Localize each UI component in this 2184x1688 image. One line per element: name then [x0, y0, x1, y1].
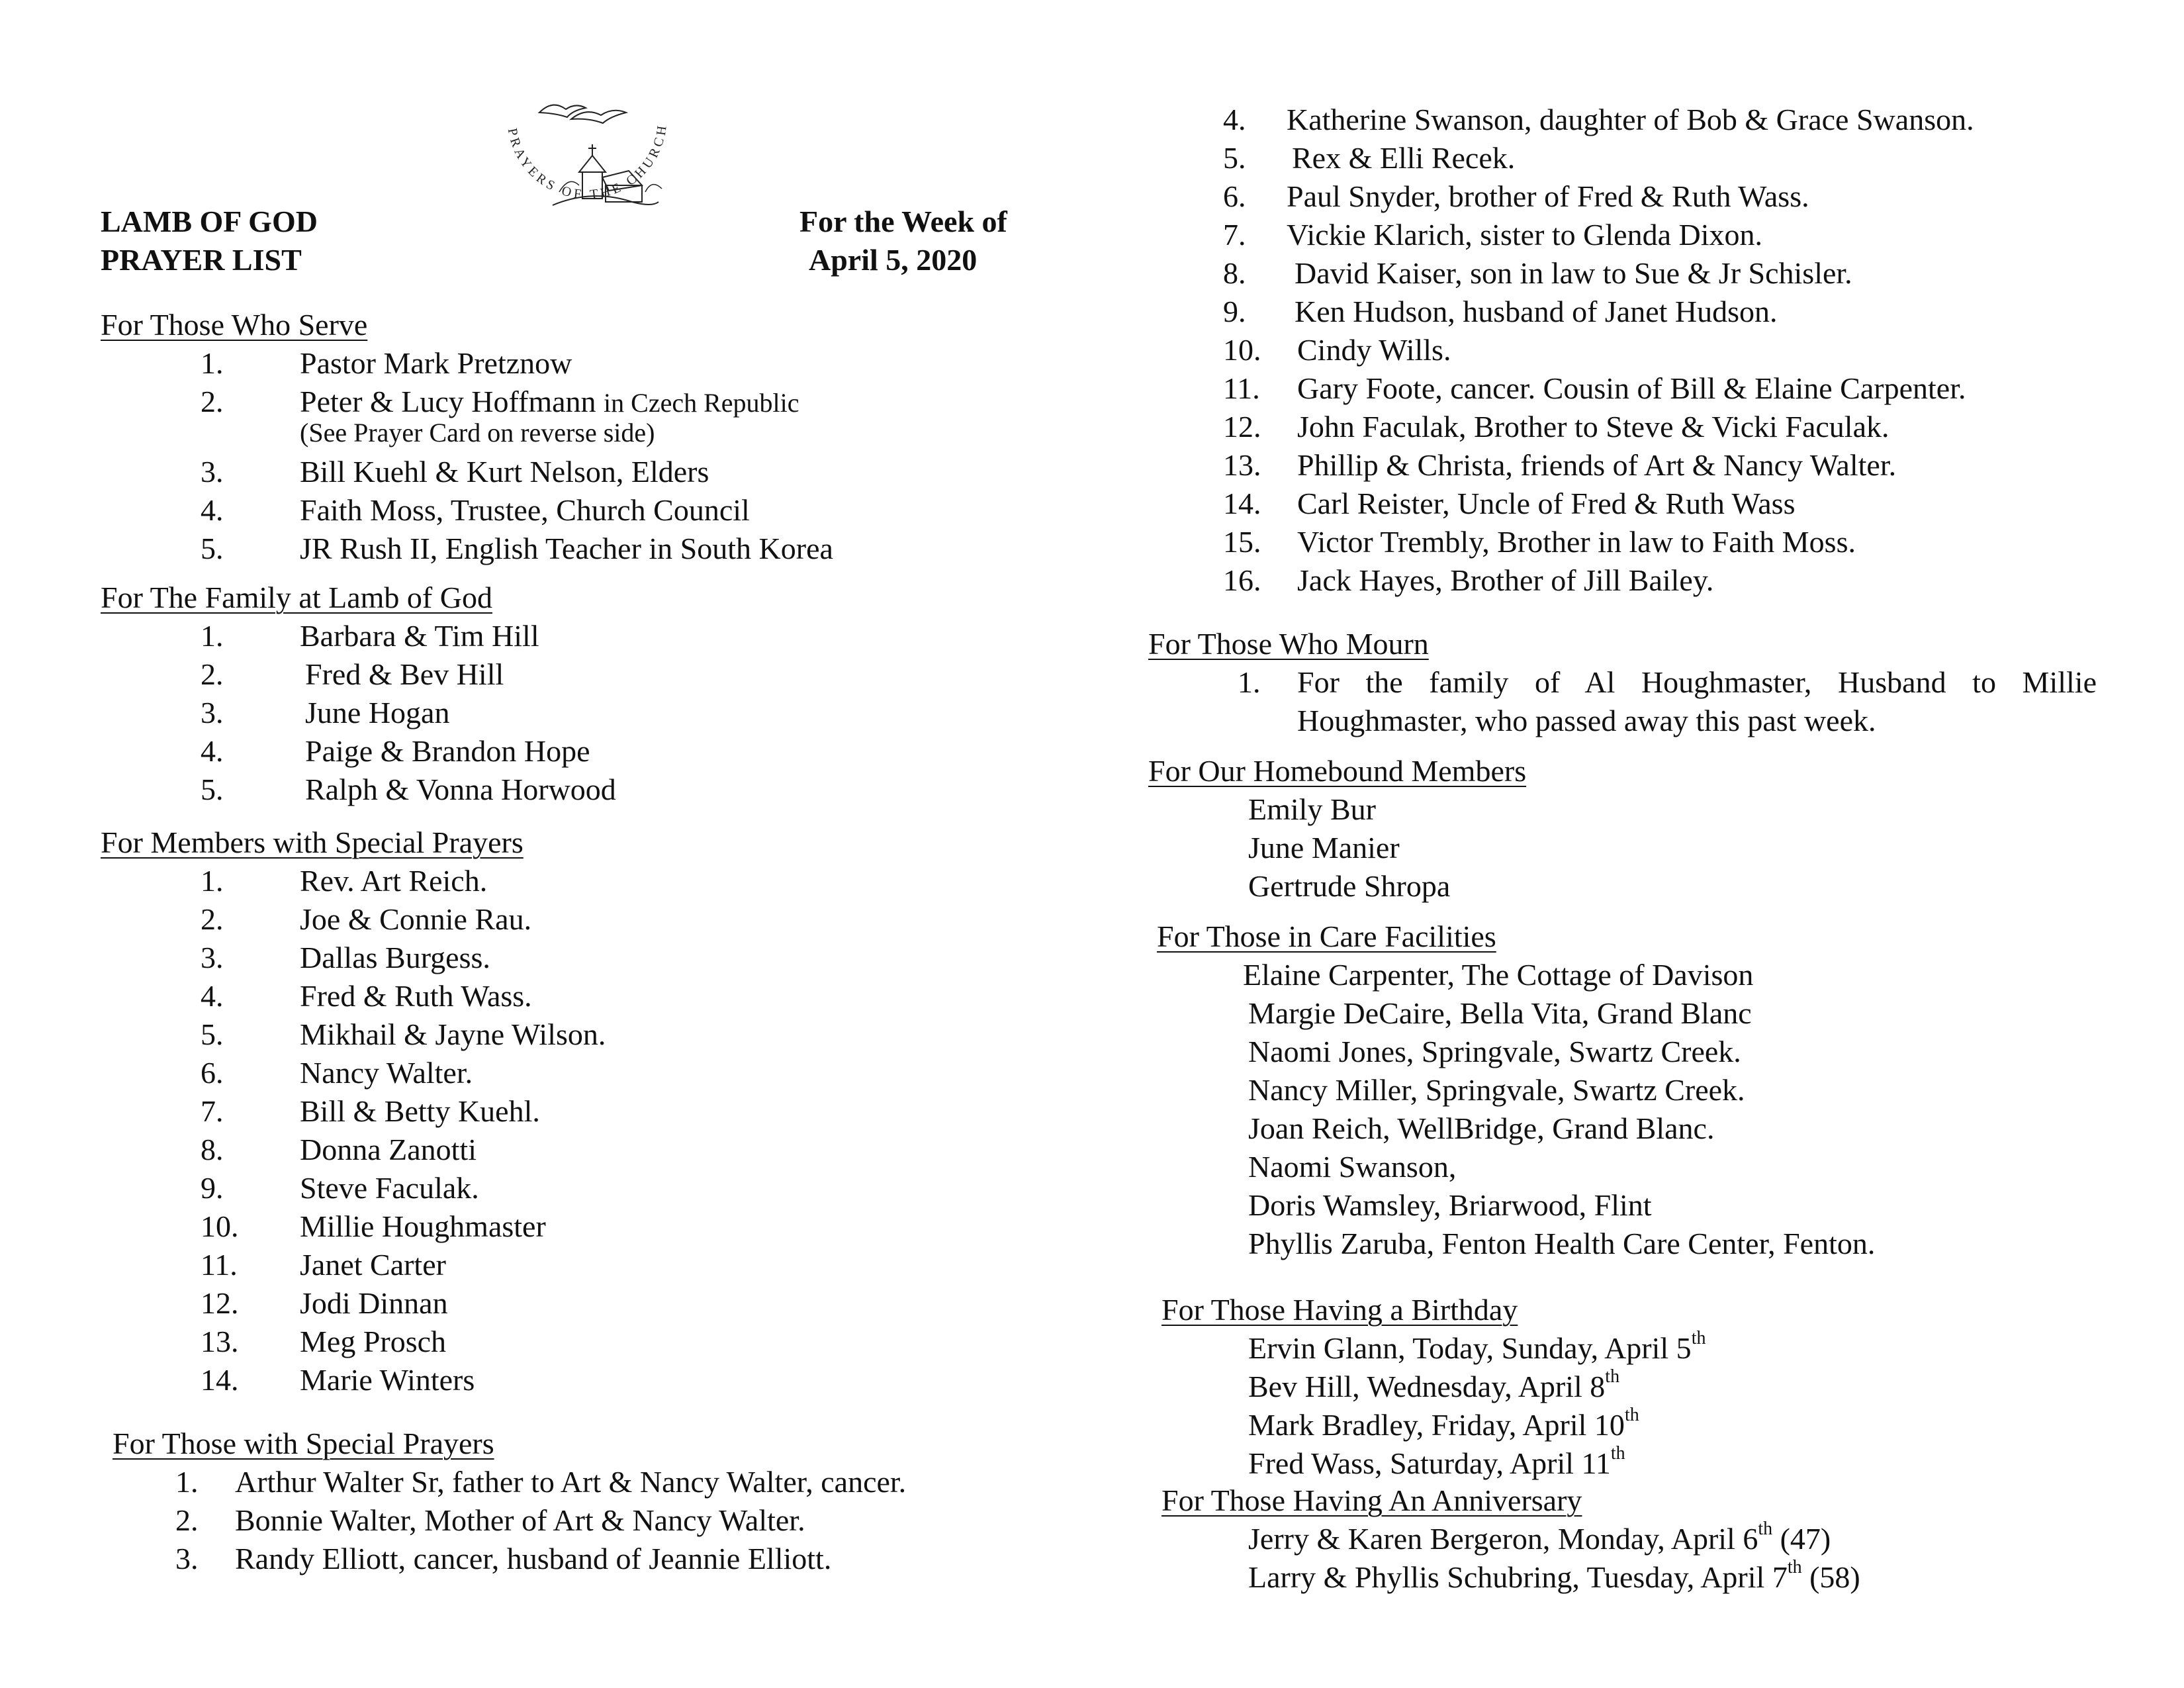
item-text: Phillip & Christa, friends of Art & Nancy Walter.: [1297, 448, 1897, 482]
item-number: 10.: [201, 1209, 239, 1243]
list-item: [201, 736, 995, 774]
list-item: [201, 621, 995, 659]
item-number: 2.: [201, 385, 224, 418]
item-number: 5.: [201, 532, 224, 565]
section-heading-birthday: For Those Having a Birthday: [1161, 1293, 1518, 1327]
item-number: 1.: [1238, 665, 1261, 699]
item-text: June Hogan: [305, 696, 450, 729]
list-item: [1223, 450, 2136, 489]
item-text: Naomi Jones, Springvale, Swartz Creek.: [1248, 1035, 1741, 1068]
list-item: [201, 866, 995, 904]
list-item: [1248, 1443, 2142, 1487]
item-text: Peter & Lucy Hoffmann: [300, 385, 596, 418]
item-number: 5.: [1223, 141, 1246, 175]
those-special-list-part1: [175, 1467, 1036, 1582]
item-text: Barbara & Tim Hill: [300, 619, 539, 653]
list-item: [201, 457, 995, 495]
item-text: Ken Hudson, husband of Janet Hudson.: [1295, 295, 1778, 328]
item-number: 1.: [175, 1465, 199, 1499]
prayers-of-the-church-logo: [493, 93, 682, 232]
item-text: Katherine Swanson, daughter of Bob & Grace Swanson.: [1287, 103, 1974, 136]
item-number: 14.: [201, 1363, 239, 1397]
item-number: 3.: [175, 1542, 199, 1575]
item-text: Dallas Burgess.: [300, 941, 490, 974]
logo-arc-text: PRAYERS OF THE CHURCH: [504, 121, 670, 203]
item-number: 4.: [201, 979, 224, 1013]
section-heading-serve: For Those Who Serve: [101, 308, 368, 342]
list-item: [201, 943, 995, 981]
item-text: Bill Kuehl & Kurt Nelson, Elders: [300, 455, 709, 489]
item-number: 9.: [201, 1171, 224, 1205]
list-item: [201, 774, 995, 813]
list-item: [201, 1365, 995, 1403]
item-text: JR Rush II, English Teacher in South Korea: [300, 532, 833, 565]
list-item: [201, 904, 995, 943]
item-text: Gary Foote, cancer. Cousin of Bill & Elaine Carpenter.: [1297, 371, 1966, 405]
item-text: Gertrude Shropa: [1248, 869, 1451, 903]
item-number: 8.: [1223, 256, 1246, 290]
item-number: 5.: [201, 1017, 224, 1051]
item-number: 3.: [201, 455, 224, 489]
item-text: John Faculak, Brother to Steve & Vicki Faculak.: [1297, 410, 1889, 444]
list-item: [201, 1135, 995, 1173]
list-item: [201, 348, 995, 387]
list-item-note: [201, 420, 995, 457]
list-item: [201, 1058, 995, 1096]
list-item: [1223, 143, 2136, 181]
item-text: Rev. Art Reich.: [300, 864, 488, 898]
item-text: Victor Trembly, Brother in law to Faith Moss.: [1297, 525, 1856, 559]
item-text: Marie Winters: [300, 1363, 475, 1397]
list-item: [1223, 335, 2136, 373]
item-text: Jerry & Karen Bergeron, Monday, April 6th (47): [1248, 1519, 1831, 1556]
item-text: Fred Wass, Saturday, April 11th: [1248, 1443, 1625, 1480]
list-item: [1243, 1113, 2136, 1152]
section-heading-members-special: For Members with Special Prayers: [101, 825, 523, 859]
list-item: [1223, 527, 2136, 565]
list-item: [1243, 1037, 2136, 1075]
list-item: [175, 1544, 1036, 1582]
list-item: [175, 1505, 1036, 1544]
item-text: Naomi Swanson,: [1248, 1150, 1457, 1184]
item-number: 1.: [201, 619, 224, 653]
item-text: Rex & Elli Recek.: [1292, 141, 1516, 175]
item-number: 9.: [1223, 295, 1246, 328]
item-text: Houghmaster, who passed away this past week.: [1297, 704, 1876, 737]
item-text: Jack Hayes, Brother of Jill Bailey.: [1297, 563, 1714, 597]
item-text: For the family of Al Houghmaster, Husband to Millie: [1297, 665, 2097, 699]
anniversary-list: [1248, 1519, 2142, 1601]
family-list: [201, 621, 995, 813]
list-item: [1223, 373, 2136, 412]
list-item: [1223, 181, 2136, 220]
item-text: Mikhail & Jayne Wilson.: [300, 1017, 606, 1051]
item-text: Emily Bur: [1248, 792, 1376, 826]
care-list: [1243, 960, 2136, 1267]
list-item: [1238, 667, 2098, 706]
item-text: Nancy Walter.: [300, 1056, 473, 1090]
list-item: [1248, 833, 2109, 871]
list-item: [1248, 1366, 2142, 1410]
item-text: Fred & Bev Hill: [305, 657, 504, 691]
item-text: Ervin Glann, Today, Sunday, April 5th: [1248, 1328, 1706, 1365]
item-text: Jodi Dinnan: [300, 1286, 448, 1320]
item-number: 6.: [201, 1056, 224, 1090]
list-item: [201, 659, 995, 698]
item-text: Ralph & Vonna Horwood: [305, 773, 616, 806]
item-number: 1.: [201, 346, 224, 380]
item-text: Carl Reister, Uncle of Fred & Ruth Wass: [1297, 487, 1796, 520]
item-number: 3.: [201, 941, 224, 974]
item-text: Janet Carter: [300, 1248, 446, 1282]
item-text: Doris Wamsley, Briarwood, Flint: [1248, 1188, 1652, 1222]
item-text: David Kaiser, son in law to Sue & Jr Schisler.: [1295, 256, 1852, 290]
item-text: Margie DeCaire, Bella Vita, Grand Blanc: [1248, 996, 1752, 1030]
item-number: 5.: [201, 773, 224, 806]
item-number: 12.: [201, 1286, 239, 1320]
list-item: [1248, 1519, 2142, 1562]
item-number: 3.: [201, 696, 224, 729]
item-text: Bill & Betty Kuehl.: [300, 1094, 540, 1128]
item-number: 10.: [1223, 333, 1261, 367]
list-item: [201, 1288, 995, 1327]
list-item: [201, 495, 995, 534]
list-item: [1248, 794, 2109, 833]
list-item: [1223, 258, 2136, 297]
section-heading-homebound: For Our Homebound Members: [1148, 754, 1527, 788]
item-number: 13.: [201, 1325, 239, 1358]
section-heading-care: For Those in Care Facilities: [1157, 919, 1496, 953]
week-label: For the Week of: [799, 205, 1007, 238]
list-item: [1243, 1152, 2136, 1190]
item-number: 4.: [201, 493, 224, 527]
list-item: [1223, 489, 2136, 527]
serve-list: [201, 348, 995, 572]
members-special-list: [201, 866, 995, 1403]
list-item: [1223, 297, 2136, 335]
item-text: Donna Zanotti: [300, 1133, 477, 1166]
item-text: Cindy Wills.: [1297, 333, 1451, 367]
item-number: 11.: [201, 1248, 238, 1282]
item-text: Nancy Miller, Springvale, Swartz Creek.: [1248, 1073, 1745, 1107]
item-text: June Manier: [1248, 831, 1400, 865]
item-number: 2.: [175, 1503, 199, 1537]
week-date: April 5, 2020: [809, 243, 978, 277]
list-item: [1248, 871, 2109, 910]
item-number: 2.: [201, 657, 224, 691]
list-item: [201, 698, 995, 736]
list-item: [1223, 105, 2136, 143]
list-item: [201, 1096, 995, 1135]
list-item: [175, 1467, 1036, 1505]
item-text: Steve Faculak.: [300, 1171, 479, 1205]
item-text: Phyllis Zaruba, Fenton Health Care Center, Fenton.: [1248, 1227, 1876, 1260]
mourn-list: [1238, 667, 2098, 744]
item-number: 1.: [201, 864, 224, 898]
homebound-list: [1248, 794, 2109, 910]
list-item: [201, 1019, 995, 1058]
item-text: Randy Elliott, cancer, husband of Jeannie Elliott.: [235, 1542, 832, 1575]
list-item: [201, 534, 995, 572]
list-item: [1248, 1405, 2142, 1448]
list-item: [201, 1250, 995, 1288]
item-text: Meg Prosch: [300, 1325, 447, 1358]
list-item: [1243, 1229, 2136, 1267]
item-number: 11.: [1223, 371, 1260, 405]
item-text: Bonnie Walter, Mother of Art & Nancy Walter.: [235, 1503, 805, 1537]
section-heading-mourn: For Those Who Mourn: [1148, 627, 1429, 661]
item-text: Vickie Klarich, sister to Glenda Dixon.: [1287, 218, 1762, 252]
item-number: 7.: [1223, 218, 1246, 252]
item-text: Bev Hill, Wednesday, April 8th: [1248, 1366, 1620, 1403]
list-item: [1248, 1328, 2142, 1372]
list-item: [1243, 960, 2136, 998]
list-item: [1223, 220, 2136, 258]
list-item: [201, 1211, 995, 1250]
item-note: (See Prayer Card on reverse side): [300, 418, 655, 447]
list-item: [201, 387, 995, 420]
item-number: 8.: [201, 1133, 224, 1166]
item-text: Fred & Ruth Wass.: [300, 979, 532, 1013]
list-item: [201, 981, 995, 1019]
list-item-continuation: [1238, 706, 2098, 744]
section-heading-family: For The Family at Lamb of God: [101, 581, 492, 614]
list-item: [201, 1173, 995, 1211]
item-number: 4.: [201, 734, 224, 768]
item-text: Pastor Mark Pretznow: [300, 346, 572, 380]
birthday-list: [1248, 1328, 2142, 1487]
item-number: 2.: [201, 902, 224, 936]
item-number: 6.: [1223, 179, 1246, 213]
section-heading-those-special: For Those with Special Prayers: [113, 1427, 494, 1460]
item-text: Paige & Brandon Hope: [305, 734, 590, 768]
list-item: [1223, 565, 2136, 604]
item-number: 12.: [1223, 410, 1261, 444]
item-number: 4.: [1223, 103, 1246, 136]
item-number: 16.: [1223, 563, 1261, 597]
item-number: 15.: [1223, 525, 1261, 559]
page-title-line1: LAMB OF GOD: [101, 205, 318, 238]
item-number: 7.: [201, 1094, 224, 1128]
list-item: [1243, 1075, 2136, 1113]
item-text: Arthur Walter Sr, father to Art & Nancy Walter, cancer.: [235, 1465, 907, 1499]
item-number: 13.: [1223, 448, 1261, 482]
page-title-line2: PRAYER LIST: [101, 243, 302, 277]
list-item: [1248, 1557, 2142, 1601]
item-text-location: in Czech Republic: [604, 388, 799, 418]
item-text: Faith Moss, Trustee, Church Council: [300, 493, 750, 527]
those-special-list-part2: [1223, 105, 2136, 604]
list-item: [1223, 412, 2136, 450]
item-number: 14.: [1223, 487, 1261, 520]
item-text: Paul Snyder, brother of Fred & Ruth Wass.: [1287, 179, 1809, 213]
item-text: Millie Houghmaster: [300, 1209, 546, 1243]
list-item: [201, 1327, 995, 1365]
list-item: [1243, 998, 2136, 1037]
item-text: Joe & Connie Rau.: [300, 902, 532, 936]
item-text: Larry & Phyllis Schubring, Tuesday, April 7th (58): [1248, 1557, 1860, 1594]
item-text: Elaine Carpenter, The Cottage of Davison: [1243, 958, 1754, 992]
item-text: Joan Reich, WellBridge, Grand Blanc.: [1248, 1111, 1715, 1145]
section-heading-anniversary: For Those Having An Anniversary: [1161, 1483, 1582, 1517]
list-item: [1243, 1190, 2136, 1229]
item-text: Mark Bradley, Friday, April 10th: [1248, 1405, 1639, 1442]
